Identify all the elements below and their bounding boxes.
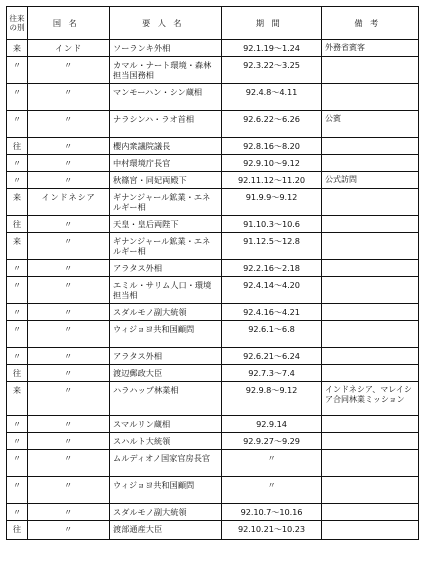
country-cell-text: 〃: [63, 219, 73, 229]
table-row: [7, 365, 419, 382]
country-cell: [28, 504, 110, 521]
person-cell: [110, 450, 222, 477]
notes-cell-text: [325, 84, 415, 87]
person-cell-text: エミル・サリム人口・環境担当相: [113, 280, 212, 300]
notes-cell: [322, 365, 419, 382]
notes-cell-text: [325, 138, 415, 141]
period-cell: [222, 477, 322, 504]
direction-cell: [7, 155, 28, 172]
period-cell-text: 92.6.21～6.24: [243, 351, 300, 361]
table-row: [7, 216, 419, 233]
period-cell-text: 91.9.9～9.12: [245, 192, 298, 202]
person-cell-text: ソーランキ外相: [113, 43, 171, 53]
country-cell: [28, 111, 110, 138]
country-cell-text: 〃: [63, 236, 73, 246]
person-cell-text: 天皇・皇后両陛下: [113, 219, 179, 229]
direction-cell-text: 〃: [12, 436, 22, 446]
notes-cell-text: [325, 433, 415, 436]
period-cell: [222, 450, 322, 477]
country-cell: [28, 138, 110, 155]
person-cell: [110, 477, 222, 504]
table-row: [7, 477, 419, 504]
person-cell: [110, 155, 222, 172]
direction-cell-text: 〃: [12, 507, 22, 517]
country-cell-text: 〃: [63, 385, 73, 395]
country-cell: [28, 450, 110, 477]
table-row: [7, 189, 419, 216]
country-cell-text: インド: [54, 43, 83, 53]
table-row: [7, 155, 419, 172]
direction-cell-text: 来: [12, 385, 22, 395]
notes-cell-text: [325, 155, 415, 158]
notes-cell-text: [325, 504, 415, 507]
country-cell-text: 〃: [63, 324, 73, 334]
period-cell: [222, 277, 322, 304]
notes-cell-text: 公式訪問: [325, 175, 357, 184]
person-cell-text: カマル・ナート環境・森林担当国務相: [113, 60, 212, 80]
header-notes: 備考: [322, 7, 419, 40]
direction-cell-text: 〃: [12, 60, 22, 70]
notes-cell-text: [325, 321, 415, 324]
direction-cell: [7, 304, 28, 321]
direction-cell-text: 往: [12, 141, 22, 151]
period-cell: [222, 138, 322, 155]
direction-cell-text: 来: [12, 43, 22, 53]
period-cell: [222, 172, 322, 189]
country-cell: [28, 365, 110, 382]
direction-cell: [7, 365, 28, 382]
period-cell-text: 92.9.27～9.29: [243, 436, 300, 446]
country-cell: [28, 260, 110, 277]
notes-cell-text: [325, 304, 415, 307]
person-cell: [110, 504, 222, 521]
country-cell: [28, 189, 110, 216]
period-cell-text: 92.6.1～6.8: [248, 324, 295, 334]
notes-cell: [322, 233, 419, 260]
direction-cell: [7, 521, 28, 540]
table-row: [7, 138, 419, 155]
country-cell: [28, 521, 110, 540]
header-period: 期間: [222, 7, 322, 40]
country-cell: [28, 57, 110, 84]
notes-cell-text: [325, 189, 415, 192]
direction-cell: [7, 348, 28, 365]
table-row: [7, 57, 419, 84]
direction-cell-text: 〃: [12, 87, 22, 97]
person-cell: [110, 416, 222, 433]
table-row: [7, 233, 419, 260]
notes-cell-text: [325, 233, 415, 236]
period-cell: [222, 504, 322, 521]
country-cell: [28, 172, 110, 189]
country-cell: [28, 216, 110, 233]
direction-cell: [7, 111, 28, 138]
table-row: [7, 504, 419, 521]
person-cell-text: ギナンジャール鉱業・エネルギー相: [113, 192, 211, 212]
direction-cell-text: 〃: [12, 114, 22, 124]
person-cell-text: ハラハップ林業相: [113, 385, 179, 395]
country-cell: [28, 348, 110, 365]
person-cell: [110, 111, 222, 138]
notes-cell: [322, 84, 419, 111]
period-cell-text: 92.7.3～7.4: [248, 368, 295, 378]
notes-cell-text: [325, 277, 415, 280]
period-cell: [222, 111, 322, 138]
direction-cell-text: 〃: [12, 351, 22, 361]
country-cell-text: 〃: [63, 175, 73, 185]
person-cell-text: 秋篠宮・同妃両殿下: [113, 175, 187, 185]
period-cell-text: 91.12.5～12.8: [243, 236, 300, 246]
period-cell-text: 92.11.12～11.20: [238, 175, 305, 185]
notes-cell-text: [325, 416, 415, 419]
notes-cell-text: [325, 260, 415, 263]
table-body: [7, 40, 419, 540]
person-cell: [110, 365, 222, 382]
direction-cell: [7, 172, 28, 189]
person-cell: [110, 433, 222, 450]
direction-cell: [7, 382, 28, 416]
period-cell: [222, 321, 322, 348]
header-country: 国名: [28, 7, 110, 40]
period-cell: [222, 40, 322, 57]
period-cell-text: 91.10.3～10.6: [243, 219, 300, 229]
person-cell-text: マンモーハン・シン蔵相: [113, 87, 203, 97]
notes-cell: [322, 260, 419, 277]
period-cell-text: 92.1.19～1.24: [243, 43, 300, 53]
country-cell: [28, 84, 110, 111]
direction-cell: [7, 84, 28, 111]
period-cell-text: 92.4.8～4.11: [245, 87, 298, 97]
notes-cell: [322, 521, 419, 540]
direction-cell: [7, 433, 28, 450]
direction-cell-text: 〃: [12, 419, 22, 429]
country-cell-text: 〃: [63, 158, 73, 168]
notes-cell: [322, 321, 419, 348]
direction-cell-text: 〃: [12, 158, 22, 168]
person-cell: [110, 138, 222, 155]
period-cell-text: 92.2.16～2.18: [243, 263, 300, 273]
table-row: [7, 304, 419, 321]
direction-cell-text: 来: [12, 192, 22, 202]
notes-cell: [322, 304, 419, 321]
person-cell: [110, 172, 222, 189]
person-cell-text: ナラシンハ・ラオ首相: [113, 114, 195, 124]
direction-cell: [7, 57, 28, 84]
direction-cell-text: 〃: [12, 307, 22, 317]
period-cell-text: 92.9.10～9.12: [243, 158, 300, 168]
notes-cell-text: [325, 216, 415, 219]
person-cell-text: ムルディオノ国家官房長官: [113, 453, 211, 463]
notes-cell: [322, 433, 419, 450]
notes-cell-text: [325, 450, 415, 453]
notes-cell: [322, 138, 419, 155]
person-cell-text: スダルモノ副大統領: [113, 307, 187, 317]
period-cell-text: 92.8.16～8.20: [243, 141, 300, 151]
direction-cell: [7, 477, 28, 504]
country-cell-text: インドネシア: [41, 192, 96, 202]
period-cell: [222, 365, 322, 382]
person-cell-text: スハルト大統領: [113, 436, 171, 446]
period-cell: [222, 155, 322, 172]
table-row: [7, 416, 419, 433]
table-row: [7, 382, 419, 416]
notes-cell: [322, 40, 419, 57]
table-row: [7, 260, 419, 277]
person-cell: [110, 189, 222, 216]
direction-cell: [7, 138, 28, 155]
country-cell: [28, 321, 110, 348]
country-cell-text: 〃: [63, 480, 73, 490]
period-cell: [222, 348, 322, 365]
person-cell-text: ウィジョヨ共和国顧問: [113, 324, 195, 334]
direction-cell-text: 〃: [12, 324, 22, 334]
country-cell: [28, 155, 110, 172]
direction-cell-text: 来: [12, 236, 22, 246]
person-cell-text: ウィジョヨ共和国顧問: [113, 480, 195, 490]
direction-cell-text: 往: [12, 368, 22, 378]
country-cell-text: 〃: [63, 453, 73, 463]
notes-cell-text: インドネシア、マレイシア合同林業ミッション: [325, 385, 412, 404]
country-cell-text: 〃: [63, 60, 73, 70]
period-cell-text: 92.4.16～4.21: [243, 307, 300, 317]
period-cell-text: 92.3.22～3.25: [243, 60, 300, 70]
table-row: [7, 277, 419, 304]
period-cell: [222, 304, 322, 321]
period-cell: [222, 382, 322, 416]
period-cell: [222, 521, 322, 540]
header-row: [7, 7, 419, 40]
table-row: [7, 321, 419, 348]
direction-cell-text: 〃: [12, 175, 22, 185]
country-cell: [28, 277, 110, 304]
direction-cell: [7, 321, 28, 348]
country-cell: [28, 40, 110, 57]
person-cell-text: 櫻内衆議院議長: [113, 141, 171, 151]
period-cell-text: 92.10.7～10.16: [240, 507, 303, 517]
period-cell-text: 92.10.21～10.23: [238, 524, 305, 534]
country-cell-text: 〃: [63, 141, 73, 151]
direction-cell-text: 〃: [12, 263, 22, 273]
country-cell: [28, 477, 110, 504]
period-cell: [222, 416, 322, 433]
country-cell-text: 〃: [63, 263, 73, 273]
period-cell: [222, 57, 322, 84]
person-cell-text: 中村環境庁長官: [113, 158, 171, 168]
person-cell: [110, 382, 222, 416]
visits-table-document: [6, 6, 418, 552]
notes-cell: [322, 477, 419, 504]
direction-cell-text: 〃: [12, 480, 22, 490]
table-row: [7, 111, 419, 138]
header-direction-line2: の別: [9, 23, 25, 32]
direction-cell: [7, 40, 28, 57]
person-cell: [110, 216, 222, 233]
direction-cell: [7, 450, 28, 477]
direction-cell-text: 往: [12, 219, 22, 229]
period-cell: [222, 216, 322, 233]
direction-cell: [7, 416, 28, 433]
header-person: 要人名: [110, 7, 222, 40]
notes-cell-text: [325, 57, 415, 60]
table-row: [7, 172, 419, 189]
notes-cell-text: [325, 477, 415, 480]
period-cell-text: 92.4.14～4.20: [243, 280, 300, 290]
period-cell-text: 〃: [267, 453, 276, 463]
notes-cell: [322, 172, 419, 189]
person-cell: [110, 304, 222, 321]
period-cell-text: 92.6.22～6.26: [243, 114, 300, 124]
person-cell-text: ギナンジャール鉱業・エネルギー相: [113, 236, 211, 256]
country-cell-text: 〃: [63, 307, 73, 317]
period-cell: [222, 84, 322, 111]
notes-cell: [322, 416, 419, 433]
visits-table: [6, 6, 419, 540]
table-row: [7, 84, 419, 111]
country-cell-text: 〃: [63, 524, 73, 534]
direction-cell: [7, 233, 28, 260]
direction-cell: [7, 504, 28, 521]
country-cell: [28, 233, 110, 260]
notes-cell: [322, 155, 419, 172]
period-cell: [222, 189, 322, 216]
person-cell: [110, 260, 222, 277]
notes-cell: [322, 57, 419, 84]
country-cell-text: 〃: [63, 351, 73, 361]
country-cell-text: 〃: [63, 368, 73, 378]
person-cell-text: アラタス外相: [113, 351, 163, 361]
direction-cell: [7, 277, 28, 304]
notes-cell: [322, 450, 419, 477]
table-header: [7, 7, 419, 40]
person-cell-text: アラタス外相: [113, 263, 163, 273]
notes-cell-text: [325, 521, 415, 524]
header-direction-line1: 往来: [9, 14, 25, 23]
person-cell: [110, 521, 222, 540]
notes-cell: [322, 348, 419, 365]
notes-cell: [322, 504, 419, 521]
notes-cell-text: 外務省賓客: [325, 43, 365, 52]
person-cell: [110, 40, 222, 57]
person-cell-text: 渡部通産大臣: [113, 524, 163, 534]
notes-cell: [322, 189, 419, 216]
table-row: [7, 348, 419, 365]
notes-cell-text: [325, 348, 415, 351]
person-cell-text: 渡辺郵政大臣: [113, 368, 163, 378]
person-cell: [110, 321, 222, 348]
period-cell: [222, 233, 322, 260]
direction-cell: [7, 260, 28, 277]
direction-cell: [7, 216, 28, 233]
table-row: [7, 450, 419, 477]
country-cell-text: 〃: [63, 114, 73, 124]
notes-cell-text: [325, 365, 415, 368]
person-cell: [110, 233, 222, 260]
person-cell: [110, 84, 222, 111]
direction-cell-text: 〃: [12, 280, 22, 290]
header-direction: [7, 7, 28, 40]
country-cell-text: 〃: [63, 87, 73, 97]
country-cell: [28, 304, 110, 321]
notes-cell-text: 公賓: [325, 114, 341, 123]
person-cell: [110, 348, 222, 365]
table-row: [7, 521, 419, 540]
notes-cell: [322, 216, 419, 233]
country-cell-text: 〃: [63, 419, 73, 429]
country-cell: [28, 382, 110, 416]
direction-cell: [7, 189, 28, 216]
country-cell-text: 〃: [63, 507, 73, 517]
table-row: [7, 40, 419, 57]
notes-cell: [322, 277, 419, 304]
person-cell: [110, 277, 222, 304]
country-cell: [28, 433, 110, 450]
period-cell: [222, 433, 322, 450]
direction-cell-text: 〃: [12, 453, 22, 463]
period-cell-text: 92.9.8～9.12: [245, 385, 298, 395]
period-cell-text: 92.9.14: [256, 419, 287, 429]
country-cell-text: 〃: [63, 280, 73, 290]
period-cell: [222, 260, 322, 277]
notes-cell: [322, 382, 419, 416]
notes-cell: [322, 111, 419, 138]
person-cell: [110, 57, 222, 84]
direction-cell-text: 往: [12, 524, 22, 534]
country-cell: [28, 416, 110, 433]
table-row: [7, 433, 419, 450]
person-cell-text: スマルリン蔵相: [113, 419, 171, 429]
period-cell-text: 〃: [267, 480, 276, 490]
person-cell-text: スダルモノ副大統領: [113, 507, 187, 517]
country-cell-text: 〃: [63, 436, 73, 446]
